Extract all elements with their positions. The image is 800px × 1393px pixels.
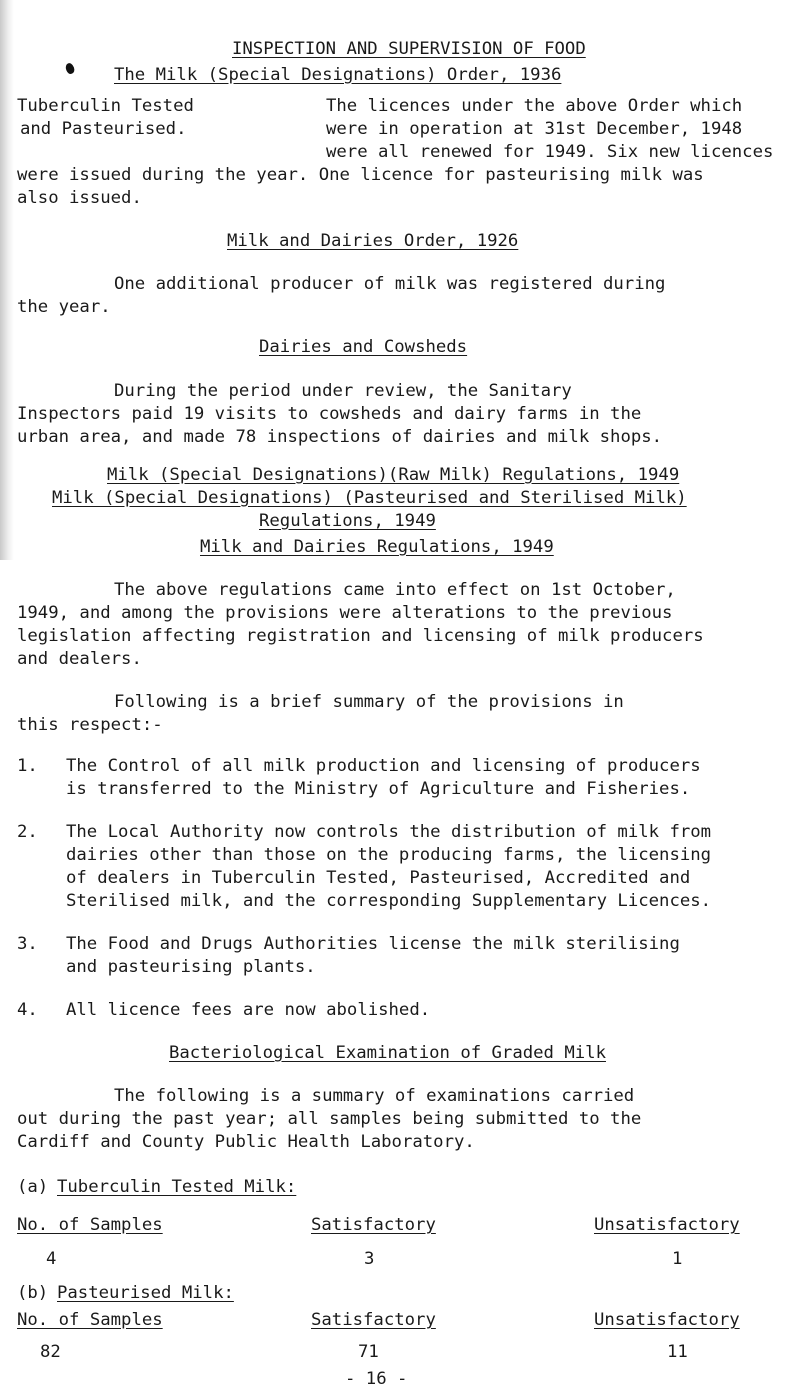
col-header-samples: No. of Samples xyxy=(17,1215,163,1235)
col-header-samples: No. of Samples xyxy=(17,1310,163,1330)
cell-samples: 4 xyxy=(46,1249,57,1269)
regulations-para1-line-3: legislation affecting registration and licensing of milk producers xyxy=(17,626,704,646)
regulations-para1-line-2: 1949, and among the provisions were alterations to the previous xyxy=(17,603,673,623)
table-label: (a) xyxy=(17,1177,49,1197)
bacteriological-line-2: out during the past year; all samples being submitted to the xyxy=(17,1109,642,1129)
licences-cont-line-1: were issued during the year. One licence for pasteurising milk was xyxy=(17,165,704,185)
provision-number: 3. xyxy=(17,934,38,954)
dairies-order-line-1: One additional producer of milk was registered during xyxy=(114,274,666,294)
order-subtitle: The Milk (Special Designations) Order, 1936 xyxy=(114,65,562,85)
cell-unsatisfactory: 1 xyxy=(672,1249,683,1269)
cell-samples: 82 xyxy=(40,1342,61,1362)
dairies-order-line-2: the year. xyxy=(17,297,111,317)
regulations-para2-line-1: Following is a brief summary of the provisions in xyxy=(114,692,624,712)
provision-line: The Local Authority now controls the distribution of milk from xyxy=(66,822,712,842)
col-header-unsatisfactory: Unsatisfactory xyxy=(594,1310,740,1330)
col-header-satisfactory: Satisfactory xyxy=(311,1310,436,1330)
licences-right-line-2: were in operation at 31st December, 1948 xyxy=(326,119,743,139)
cowsheds-line-3: urban area, and made 78 inspections of dairies and milk shops. xyxy=(17,427,663,447)
regulations-para2-line-2: this respect:- xyxy=(17,715,163,735)
cell-satisfactory: 3 xyxy=(364,1249,375,1269)
licences-right-line-1: The licences under the above Order which xyxy=(326,96,743,116)
licences-left-line-1: Tuberculin Tested xyxy=(17,96,194,116)
col-header-unsatisfactory: Unsatisfactory xyxy=(594,1215,740,1235)
regulation-heading-raw-milk: Milk (Special Designations)(Raw Milk) Regulations, 1949 xyxy=(107,465,680,485)
provision-line: of dealers in Tuberculin Tested, Pasteurised, Accredited and xyxy=(66,868,691,888)
table-label: (b) xyxy=(17,1283,49,1303)
bacteriological-line-1: The following is a summary of examinations carried xyxy=(114,1086,635,1106)
cell-unsatisfactory: 11 xyxy=(667,1342,688,1362)
page-number: - 16 - xyxy=(345,1369,408,1389)
regulations-para1-line-1: The above regulations came into effect on 1st October, xyxy=(114,580,676,600)
provision-line: Sterilised milk, and the corresponding Supplementary Licences. xyxy=(66,891,712,911)
bacteriological-line-3: Cardiff and County Public Health Laboratory. xyxy=(17,1132,475,1152)
licences-cont-line-2: also issued. xyxy=(17,188,142,208)
regulations-para1-line-4: and dealers. xyxy=(17,649,142,669)
document-title: INSPECTION AND SUPERVISION OF FOOD xyxy=(232,39,586,59)
ink-blot xyxy=(64,62,75,75)
provision-line: All licence fees are now abolished. xyxy=(66,1000,431,1020)
provision-number: 2. xyxy=(17,822,38,842)
dairies-order-heading: Milk and Dairies Order, 1926 xyxy=(227,231,519,251)
cowsheds-line-1: During the period under review, the Sanitary xyxy=(114,381,572,401)
provision-line: and pasteurising plants. xyxy=(66,957,316,977)
licences-left-line-2: and Pasteurised. xyxy=(20,119,187,139)
provision-line: The Control of all milk production and licensing of producers xyxy=(66,756,701,776)
provision-number: 1. xyxy=(17,756,38,776)
col-header-satisfactory: Satisfactory xyxy=(311,1215,436,1235)
provision-number: 4. xyxy=(17,1000,38,1020)
regulation-heading-pasteurised: Milk (Special Designations) (Pasteurised and Sterilised Milk) xyxy=(52,488,687,508)
provision-line: The Food and Drugs Authorities license the milk sterilising xyxy=(66,934,680,954)
cowsheds-heading: Dairies and Cowsheds xyxy=(259,337,468,357)
table-title: Pasteurised Milk: xyxy=(57,1283,234,1303)
scan-edge-shadow xyxy=(0,0,14,560)
licences-right-line-3: were all renewed for 1949. Six new licences xyxy=(326,142,774,162)
bacteriological-heading: Bacteriological Examination of Graded Milk xyxy=(169,1043,606,1063)
table-title: Tuberculin Tested Milk: xyxy=(57,1177,297,1197)
regulation-heading-dairies: Milk and Dairies Regulations, 1949 xyxy=(200,537,554,557)
regulation-heading-pasteurised-cont: Regulations, 1949 xyxy=(259,511,436,531)
provision-line: dairies other than those on the producing farms, the licensing xyxy=(66,845,712,865)
cell-satisfactory: 71 xyxy=(358,1342,379,1362)
cowsheds-line-2: Inspectors paid 19 visits to cowsheds and dairy farms in the xyxy=(17,404,642,424)
provision-line: is transferred to the Ministry of Agriculture and Fisheries. xyxy=(66,779,691,799)
